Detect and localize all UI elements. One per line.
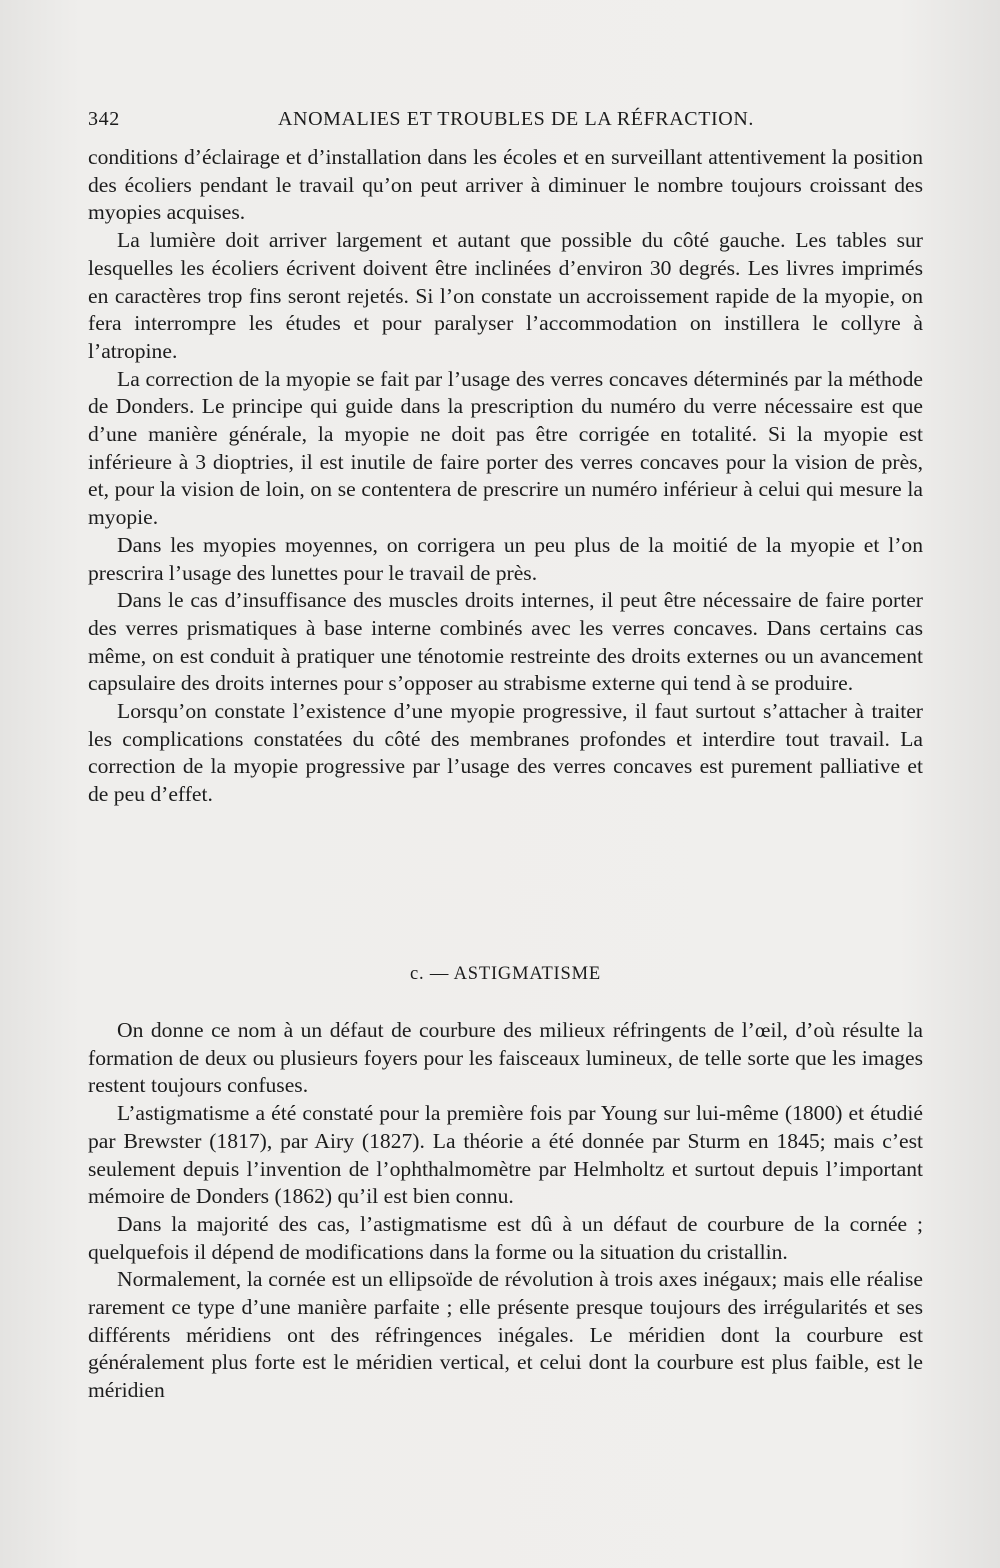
paragraph: Lorsqu’on constate l’existence d’une myopie progressive, il faut surtout s’attacher à traiter les complications constatées du côté des membranes profondes et interdire tout travail. La correction de la myopie progressive par l’usage des verres concaves est purement palliative et de peu d’effet. xyxy=(88,699,923,807)
paragraph: La lumière doit arriver largement et autant que possible du côté gauche. Les tables sur lesquelles les écoliers écrivent doivent être inclinées d’environ 30 degrés. Les livres imprimés en caractères trop fins seront rejetés. Si l’on constate un accroissement rapide de la myopie, on fera interrompre les études et pour paralyser l’accommodation on instillera le collyre à l’atropine. xyxy=(88,228,923,363)
body-text-before xyxy=(88,144,923,809)
running-title: ANOMALIES ET TROUBLES DE LA RÉFRACTION. xyxy=(277,108,754,130)
paragraph: L’astigmatisme a été constaté pour la première fois par Young sur lui-même (1800) et étudié par Brewster (1817), par Airy (1827). La théorie a été donnée par Sturm en 1845; mais c’est seulement depuis l’invention de l’ophthalmomètre par Helmholtz et surtout depuis l’important mémoire de Donders (1862) qu’il est bien connu. xyxy=(88,1101,923,1209)
page-number: 342 xyxy=(88,108,120,130)
paragraph: conditions d’éclairage et d’installation dans les écoles et en surveillant attentivement la position des écoliers pendant le travail qu’on peut arriver à diminuer le nombre toujours croissant des myopies acquises. xyxy=(88,145,923,225)
paragraph: Dans la majorité des cas, l’astigmatisme est dû à un défaut de courbure de la cornée ; quelquefois il dépend de modifications dans la forme ou la situation du cristallin. xyxy=(88,1211,923,1264)
section-heading: c. — ASTIGMATISME xyxy=(410,964,601,984)
paragraph: On donne ce nom à un défaut de courbure des milieux réfringents de l’œil, d’où résulte la formation de deux ou plusieurs foyers pour les faisceaux lumineux, de telle sorte que les images restent toujours confuses. xyxy=(88,1018,923,1098)
paragraph: Dans les myopies moyennes, on corrigera un peu plus de la moitié de la myopie et l’on prescrira l’usage des lunettes pour le travail de près. xyxy=(88,532,923,585)
page-header xyxy=(86,108,926,144)
body-text-after xyxy=(88,1017,923,1405)
paragraph: Normalement, la cornée est un ellipsoïde de révolution à trois axes inégaux; mais elle réalise rarement ce type d’une manière parfaite ; elle présente presque toujours des irrégularités et ses différents méridiens ont des réfringences inégales. Le méridien dont la courbure est généralement plus forte est le méridien vertical, et celui dont la courbure est plus faible, est le méridien xyxy=(88,1267,923,1403)
paragraph: La correction de la myopie se fait par l’usage des verres concaves déterminés par la méthode de Donders. Le principe qui guide dans la prescription du numéro du verre nécessaire est que d’une manière générale, la myopie ne doit pas être corrigée en totalité. Si la myopie est inférieure à 3 dioptries, il est inutile de faire porter des verres concaves pour la vision de près, et, pour la vision de loin, on se contentera de prescrire un numéro inférieur à celui qui mesure la myopie. xyxy=(88,366,923,530)
paragraph: Dans le cas d’insuffisance des muscles droits internes, il peut être nécessaire de faire porter des verres prismatiques à base interne combinés avec les verres concaves. Dans certains cas même, on est conduit à pratiquer une ténotomie restreinte des droits externes ou un avancement capsulaire des droits internes pour s’opposer au strabisme externe qui tend à se produire. xyxy=(88,588,923,696)
